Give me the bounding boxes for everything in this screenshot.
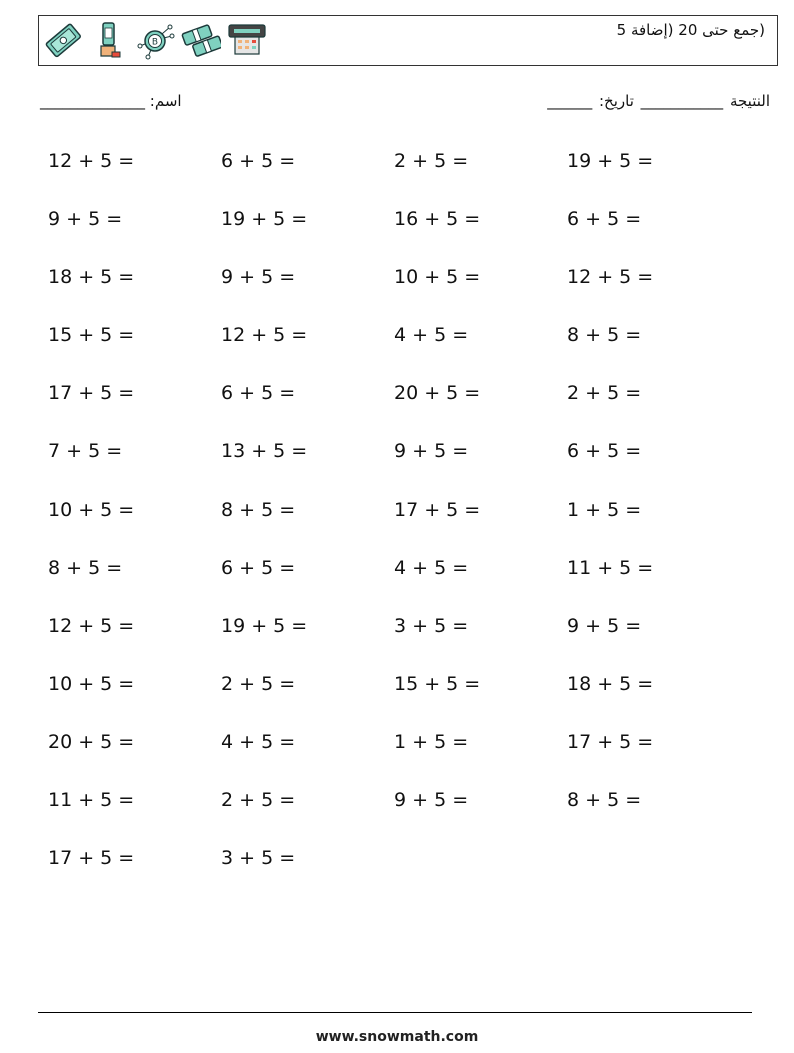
addition-problem: 3 + 5 =: [221, 847, 296, 870]
addition-problem: 12 + 5 =: [221, 324, 308, 347]
addition-problem: 19 + 5 =: [221, 614, 308, 637]
addition-problem: 6 + 5 =: [221, 556, 296, 579]
score-blank: ___________: [640, 92, 724, 110]
addition-problem: 11 + 5 =: [48, 789, 135, 812]
name-blank: ______________: [40, 92, 145, 110]
addition-problem: 8 + 5 =: [221, 498, 296, 521]
addition-problem: 7 + 5 =: [48, 440, 123, 463]
addition-problem: 9 + 5 =: [394, 440, 469, 463]
addition-problem: 13 + 5 =: [221, 440, 308, 463]
footer-divider: [38, 1012, 752, 1013]
footer-website: www.snowmath.com: [315, 1029, 479, 1045]
addition-problem: 10 + 5 =: [394, 266, 481, 289]
worksheet-title: (جمع حتى 20 (إضافة 5: [616, 21, 765, 39]
addition-problem: 9 + 5 =: [567, 614, 642, 637]
addition-problem: 17 + 5 =: [567, 730, 654, 753]
name-label: اسم:: [149, 92, 182, 110]
phone-payment-icon: [89, 20, 129, 60]
svg-text:B: B: [151, 37, 159, 48]
addition-problem: 6 + 5 =: [567, 440, 642, 463]
addition-problem: 2 + 5 =: [394, 150, 469, 172]
addition-problem: 6 + 5 =: [567, 208, 642, 231]
addition-problem: 15 + 5 =: [394, 672, 481, 695]
banknote-icon: [43, 20, 83, 60]
addition-problem: 18 + 5 =: [48, 266, 135, 289]
name-field: [40, 92, 182, 110]
cash-stack-icon: [181, 20, 221, 60]
addition-problem: 6 + 5 =: [221, 150, 296, 172]
addition-problem: 4 + 5 =: [394, 556, 469, 579]
addition-problem: 4 + 5 =: [394, 324, 469, 347]
date-label: تاريخ:: [598, 92, 634, 110]
worksheet-header: [38, 15, 778, 66]
addition-problem: 4 + 5 =: [221, 730, 296, 753]
addition-problem: 6 + 5 =: [221, 382, 296, 405]
score-label: النتيجة: [729, 92, 770, 110]
addition-problem: 2 + 5 =: [221, 672, 296, 695]
addition-problem: 17 + 5 =: [48, 382, 135, 405]
addition-problem: 17 + 5 =: [394, 498, 481, 521]
addition-problem: 8 + 5 =: [48, 556, 123, 579]
addition-problem: 9 + 5 =: [48, 208, 123, 231]
addition-problem: 12 + 5 =: [567, 266, 654, 289]
date-score-field: [545, 92, 770, 110]
addition-problem: 2 + 5 =: [221, 789, 296, 812]
addition-problem: 11 + 5 =: [567, 556, 654, 579]
addition-problem: 1 + 5 =: [394, 730, 469, 753]
addition-problem: 18 + 5 =: [567, 672, 654, 695]
addition-problem: 3 + 5 =: [394, 614, 469, 637]
addition-problem: 16 + 5 =: [394, 208, 481, 231]
addition-problem: 8 + 5 =: [567, 324, 642, 347]
bitcoin-network-icon: [135, 20, 175, 60]
addition-problem: 2 + 5 =: [567, 382, 642, 405]
addition-problem: 10 + 5 =: [48, 498, 135, 521]
addition-problem: 20 + 5 =: [394, 382, 481, 405]
addition-problem: 9 + 5 =: [394, 789, 469, 812]
addition-problem: 15 + 5 =: [48, 324, 135, 347]
addition-problem: 20 + 5 =: [48, 730, 135, 753]
addition-problem: 19 + 5 =: [567, 150, 654, 172]
atm-icon: [227, 20, 267, 60]
addition-problem: 12 + 5 =: [48, 614, 135, 637]
date-blank: ______: [547, 92, 593, 110]
addition-problem: 1 + 5 =: [567, 498, 642, 521]
addition-problem: 17 + 5 =: [48, 847, 135, 870]
problem-grid: [48, 148, 740, 903]
addition-problem: 19 + 5 =: [221, 208, 308, 231]
addition-problem: 8 + 5 =: [567, 789, 642, 812]
addition-problem: 10 + 5 =: [48, 672, 135, 695]
addition-problem: 9 + 5 =: [221, 266, 296, 289]
header-icons: [43, 20, 267, 60]
addition-problem: 12 + 5 =: [48, 150, 135, 172]
